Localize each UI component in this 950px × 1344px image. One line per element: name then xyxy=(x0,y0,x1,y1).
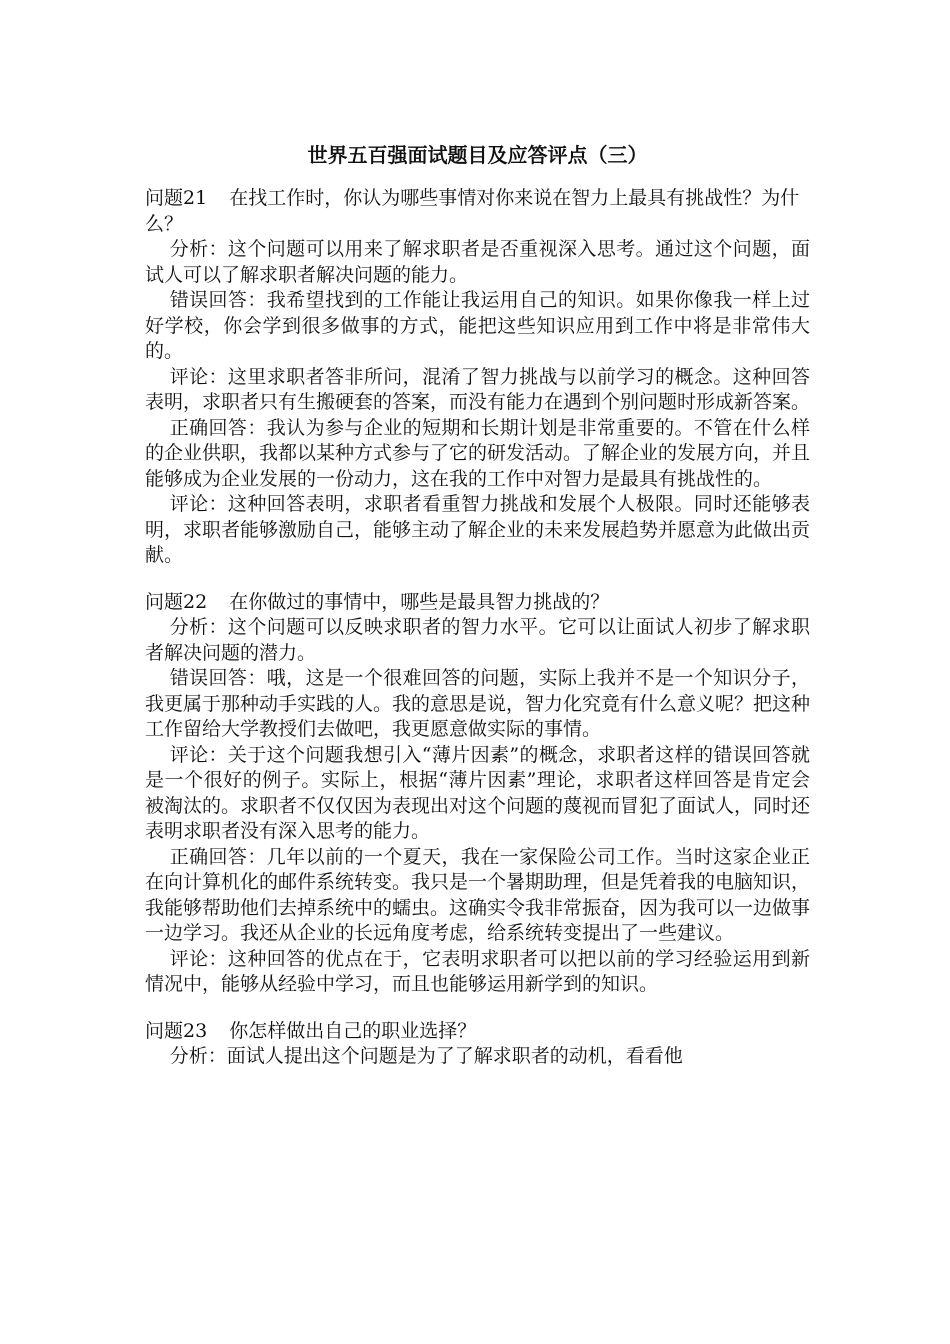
question-text: 在找工作时，你认为哪些事情对你来说在智力上最具有挑战性？为什么？ xyxy=(145,187,800,235)
question-number: 问题22 xyxy=(145,590,208,613)
question-block xyxy=(145,186,810,569)
correct-answer-paragraph: 正确回答：几年以前的一个夏天，我在一家保险公司工作。当时这家企业正在向计算机化的邮件系统转变。我只是一个暑期助理，但是凭着我的电脑知识，我能够帮助他们去掉系统中的蠕虫。这确实令我非常振奋，因为我可以一边做事一边学习。我还从企业的长远角度考虑，给系统转变提出了一些建议。 xyxy=(145,845,811,944)
question-block xyxy=(145,590,810,998)
comment-paragraph: 评论：关于这个问题我想引入“薄片因素”的概念，求职者这样的错误回答就是一个很好的例子。实际上，根据“薄片因素”理论，求职者这样回答是肯定会被淘汰的。求职者不仅仅因为表现出对这个问题的蔑视而冒犯了面试人，同时还表明求职者没有深入思考的能力。 xyxy=(145,743,811,842)
question-text: 在你做过的事情中，哪些是最具智力挑战的？ xyxy=(229,590,610,613)
question-number: 问题23 xyxy=(145,1019,208,1042)
question-number: 问题21 xyxy=(145,187,208,209)
question-text: 你怎样做出自己的职业选择？ xyxy=(229,1019,477,1042)
question-heading xyxy=(145,1019,810,1045)
wrong-answer-paragraph: 错误回答：哦，这是一个很难回答的问题，实际上我并不是一个知识分子，我更属于那种动手实践的人。我的意思是说，智力化究竟有什么意义呢？把这种工作留给大学教授们去做吧，我更愿意做实际的事情。 xyxy=(145,667,811,740)
document-title: 世界五百强面试题目及应答评点（三） xyxy=(307,143,648,167)
question-block xyxy=(145,1019,810,1070)
document-page xyxy=(145,140,810,1091)
question-heading xyxy=(145,590,810,616)
comment-paragraph: 评论：这种回答的优点在于，它表明求职者可以把以前的学习经验运用到新情况中，能够从经验中学习，而且也能够运用新学到的知识。 xyxy=(145,947,810,995)
analysis-paragraph: 分析：这个问题可以用来了解求职者是否重视深入思考。通过这个问题，面试人可以了解求职者解决问题的能力。 xyxy=(145,238,810,286)
analysis-paragraph: 分析：面试人提出这个问题是为了了解求职者的动机，看看他 xyxy=(169,1045,683,1067)
comment-paragraph: 评论：这种回答表明，求职者看重智力挑战和发展个人极限。同时还能够表明，求职者能够激励自己，能够主动了解企业的未来发展趋势并愿意为此做出贡献。 xyxy=(145,493,811,566)
comment-paragraph: 评论：这里求职者答非所问，混淆了智力挑战与以前学习的概念。这种回答表明，求职者只有生搬硬套的答案，而没有能力在遇到个别问题时形成新答案。 xyxy=(145,365,811,413)
wrong-answer-paragraph: 错误回答：我希望找到的工作能让我运用自己的知识。如果你像我一样上过好学校，你会学到很多做事的方式，能把这些知识应用到工作中将是非常伟大的。 xyxy=(145,289,810,362)
analysis-paragraph: 分析：这个问题可以反映求职者的智力水平。它可以让面试人初步了解求职者解决问题的潜力。 xyxy=(145,616,810,664)
correct-answer-paragraph: 正确回答：我认为参与企业的短期和长期计划是非常重要的。不管在什么样的企业供职，我都以某种方式参与了它的研发活动。了解企业的发展方向，并且能够成为企业发展的一份动力，这在我的工作中对智力是最具有挑战性的。 xyxy=(145,416,811,490)
question-heading xyxy=(145,186,810,237)
